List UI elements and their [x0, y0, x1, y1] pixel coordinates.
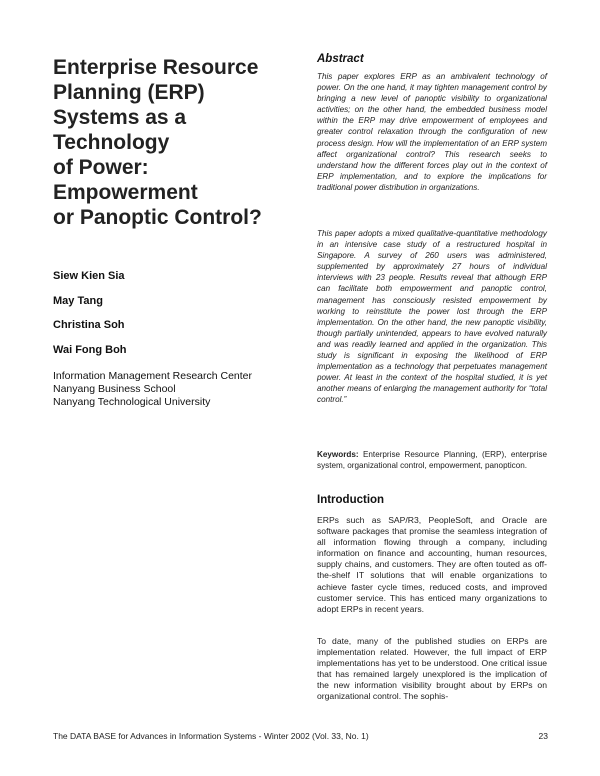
title-line: or Panoptic Control? [53, 206, 262, 229]
introduction-heading: Introduction [317, 494, 385, 506]
introduction-paragraph: ERPs such as SAP/R3, PeopleSoft, and Oracle are software packages that promise the seamless integration of all information flowing through a company, including information on finance and accounting, human resources, supply chains, and customers. They are often touted as off-the-shelf IT solutions that will enable organizations to achieve faster cycle times, reduced costs, and improved customer service. This has enticed many organizations to adopt ERPs in recent years. [317, 515, 547, 614]
introduction-paragraph: To date, many of the published studies on ERPs are implementation related. However, the full impact of ERP implementations has yet to be understood. One critical issue that has remained largely unexplored is the implication of the new information visibility brought about by ERPs on organizational control. The sophis- [317, 636, 547, 702]
title-line: Planning (ERP) [53, 81, 205, 104]
author-name: Siew Kien Sia [53, 270, 125, 282]
author-list [53, 270, 127, 368]
keywords [317, 449, 547, 471]
title-line: of Power: [53, 156, 149, 179]
abstract-paragraph: This paper adopts a mixed qualitative-quantitative methodology in an intensive case study of a restructured hospital in Singapore. A survey of 260 users was administered, supplemented by approximately 27 hours of individual interviews with 23 people. Results reveal that although ERP can facilitate both empowerment and panoptic control, management has consciously resisted empowerment by working to reinstitute the power lost through the ERP implementation. On the other hand, the new panoptic visibility, though partially unintended, appears to have evolved naturally and was readily learned and applied in the organization. This study is significant in exposing the likelihood of ERP implementation as a technology that perpetuates management power. At least in the context of the hospital studied, it is yet another means of enlarging the management authority for “total control.” [317, 229, 547, 405]
title-line: Systems as a [53, 106, 187, 129]
keywords-label: Keywords: [317, 450, 359, 459]
keywords-text: Enterprise Resource Planning, (ERP), enterprise system, organizational control, empowerment, panopticon. [317, 450, 547, 471]
affiliation [53, 370, 252, 409]
author-name: May Tang [53, 294, 103, 307]
title-line: Enterprise Resource [53, 56, 259, 79]
title-line: Empowerment [53, 181, 198, 204]
author-name: Christina Soh [53, 319, 125, 331]
abstract-heading: Abstract [317, 53, 364, 65]
journal-citation: The DATA BASE for Advances in Information Systems - Winter 2002 (Vol. 33, No. 1) [53, 731, 369, 741]
affiliation-line: Information Management Research Center [53, 370, 253, 382]
title-line: Technology [53, 131, 170, 154]
page-number: 23 [538, 731, 548, 741]
author-name: Wai Fong Boh [53, 343, 127, 356]
abstract-paragraph: This paper explores ERP as an ambivalent technology of power. On the one hand, it may tighten management control by bringing a new level of panoptic visibility to organizational activities; on the other hand, the embedded business model within the ERP may drive empowerment of employees and greater control relaxation through the configuration of new process design. How will the implementation of an ERP system affect organizational control? This research seeks to understand how the different forces play out in the context of ERP implementation, and to explore the implications for traditional power distribution in organizations. [317, 72, 547, 192]
affiliation-line: Nanyang Business School [53, 383, 176, 395]
affiliation-line: Nanyang Technological University [53, 396, 211, 408]
paper-title [53, 55, 303, 230]
